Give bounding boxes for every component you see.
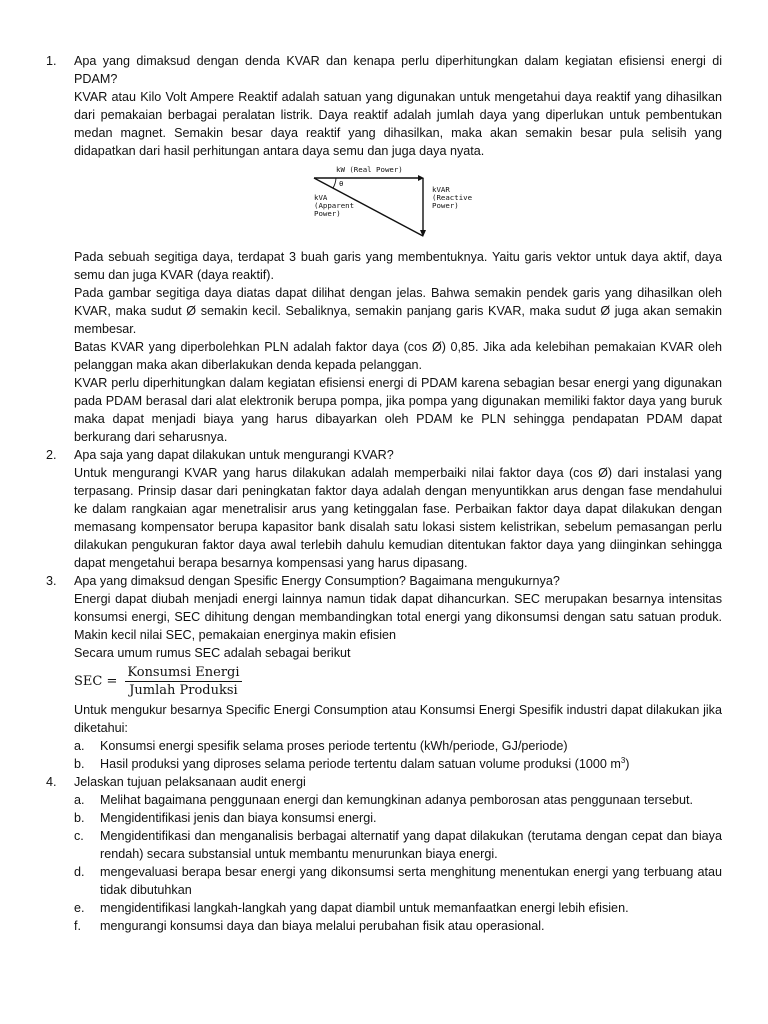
list-item-label: a. bbox=[74, 739, 85, 753]
question-number: 2. bbox=[46, 448, 57, 462]
list-item-label: c. bbox=[74, 829, 84, 843]
question-number: 1. bbox=[46, 54, 57, 68]
list-item bbox=[74, 791, 722, 809]
list-item-label: f. bbox=[74, 919, 81, 933]
list-item-label: b. bbox=[74, 811, 85, 825]
theta-label: θ bbox=[339, 179, 344, 188]
answer-paragraph: KVAR perlu diperhitungkan dalam kegiatan efisiensi energi di PDAM karena sebagian besar energi yang digunakan pada PDAM berasal dari alat elektronik berupa pompa, jika pompa yang digunakan memiliki faktor daya yang buruk maka dapat menjadi biaya yang harus dibayarkan oleh PDAM ke PLN sehingga pendapatan PDAM dapat berkurang dari seharusnya. bbox=[74, 376, 722, 444]
answer-paragraph: Batas KVAR yang diperbolehkan PLN adalah faktor daya (cos Ø) 0,85. Jika ada kelebihan pemakaian KVAR oleh pelanggan maka akan diberlakukan denda kepada pelanggan. bbox=[74, 340, 722, 372]
list-item bbox=[74, 899, 722, 917]
question-4 bbox=[46, 773, 722, 935]
question-text: Apa saja yang dapat dilakukan untuk mengurangi KVAR? bbox=[74, 448, 394, 462]
document-page bbox=[46, 52, 722, 935]
kvar-label: kVAR (Reactive Power) bbox=[432, 185, 473, 211]
question-text: Apa yang dimaksud dengan Spesific Energy Consumption? Bagaimana mengukurnya? bbox=[74, 574, 560, 588]
question-1 bbox=[46, 52, 722, 446]
list-item-label: d. bbox=[74, 865, 85, 879]
question-2 bbox=[46, 446, 722, 572]
list-item-label: e. bbox=[74, 901, 85, 915]
list-item bbox=[74, 809, 722, 827]
list-item bbox=[74, 917, 722, 935]
power-triangle-diagram bbox=[306, 166, 506, 242]
formula-numerator: Konsumsi Energi bbox=[127, 665, 240, 680]
list-item-text: mengurangi konsumsi daya dan biaya melalui perubahan fisik atau operasional. bbox=[100, 919, 545, 933]
list-item-label: a. bbox=[74, 793, 85, 807]
list-item-label: b. bbox=[74, 757, 85, 771]
answer-paragraph: Untuk mengurangi KVAR yang harus dilakukan adalah memperbaiki nilai faktor daya (cos Ø) dari instalasi yang terpasang. Prinsip dasar dari peningkatan faktor daya adalah dengan menyuntikkan arus dengan fase mendahului ke dalam rangkaian agar menetralisir arus yang ketinggalan fase. Perbaikan faktor daya dapat dilakukan dengan memasang kompensator berupa kapasitor bank disalah satu lokasi sistem kelistrikan, sebelum pemasangan perlu dilakukan pengukuran faktor daya awal terlebih dahulu kemudian ditentukan faktor daya yang diinginkan sehingga dapat mengetahui berapa besarnya kompensasi yang harus dipasang. bbox=[74, 466, 722, 570]
answer-paragraph: Energi dapat diubah menjadi energi lainnya namun tidak dapat dihancurkan. SEC merupakan besarnya intensitas konsumsi energi, SEC dihitung dengan membandingkan total energi yang dikonsumsi dengan satu satuan produk. Makin kecil nilai SEC, pemakaian energinya makin efisien bbox=[74, 592, 722, 642]
answer-paragraph: Untuk mengukur besarnya Specific Energi Consumption atau Konsumsi Energi Spesifik industri dapat dilakukan jika diketahui: bbox=[74, 703, 722, 735]
list-item-text bbox=[100, 755, 722, 773]
list-item-text-end: ) bbox=[625, 757, 630, 771]
question-number: 4. bbox=[46, 775, 57, 789]
list-item-text: Mengidentifikasi jenis dan biaya konsumsi energi. bbox=[100, 811, 377, 825]
list-item-text: mengidentifikasi langkah-langkah yang dapat diambil untuk memanfaatkan energi lebih efisien. bbox=[100, 901, 629, 915]
answer-paragraph: Secara umum rumus SEC adalah sebagai berikut bbox=[74, 646, 351, 660]
list-item-text: Mengidentifikasi dan menganalisis berbagai alternatif yang dapat dilakukan (terutama dengan cepat dan biaya rendah) secara substansial untuk membantu menurunkan biaya energi. bbox=[100, 829, 722, 861]
question-text: Apa yang dimaksud dengan denda KVAR dan kenapa perlu diperhitungkan dalam kegiatan efisiensi energi di PDAM? bbox=[74, 54, 722, 86]
question-number: 3. bbox=[46, 574, 57, 588]
kva-label: kVA (Apparent Power) bbox=[314, 193, 355, 219]
answer-paragraph: KVAR atau Kilo Volt Ampere Reaktif adalah satuan yang digunakan untuk mengetahui daya reaktif yang dihasilkan dari pemakaian berbagai peralatan listrik. Daya reaktif adalah jumlah daya yang diperlukan untuk pembentukan medan magnet. Semakin besar daya reaktif yang dihasilkan, maka akan semakin besar pula selisih yang didapatkan dari hasil perhitungan antara daya semu dan juga daya nyata. bbox=[74, 90, 722, 158]
list-item bbox=[74, 737, 722, 755]
list-item bbox=[74, 863, 722, 899]
question-text: Jelaskan tujuan pelaksanaan audit energi bbox=[74, 775, 306, 789]
question-3 bbox=[46, 572, 722, 773]
list-item-text: mengevaluasi berapa besar energi yang dikonsumsi serta menghitung menentukan energi yang terbuang atau tidak dibutuhkan bbox=[100, 865, 722, 897]
formula-fraction bbox=[125, 664, 241, 699]
answer-paragraph: Pada gambar segitiga daya diatas dapat dilihat dengan jelas. Bahwa semakin pendek garis yang dihasilkan oleh KVAR, maka sudut Ø semakin kecil. Sebaliknya, semakin panjang garis KVAR, maka sudut Ø juga akan semakin membesar. bbox=[74, 286, 722, 336]
sec-formula bbox=[74, 664, 722, 699]
answer-paragraph: Pada sebuah segitiga daya, terdapat 3 buah garis yang membentuknya. Yaitu garis vektor untuk daya aktif, daya semu dan juga KVAR (daya reaktif). bbox=[74, 250, 722, 282]
list-item-text-main: Hasil produksi yang diproses selama periode tertentu dalam satuan volume produksi (1000 m bbox=[100, 757, 621, 771]
kw-label: kW (Real Power) bbox=[336, 165, 403, 174]
theta-arc bbox=[333, 178, 336, 188]
formula-denominator: Jumlah Produksi bbox=[129, 683, 238, 698]
list-item-text: Melihat bagaimana penggunaan energi dan kemungkinan adanya pemborosan atas penggunaan tersebut. bbox=[100, 793, 694, 807]
superscript: 3 bbox=[620, 755, 626, 765]
list-item bbox=[74, 827, 722, 863]
formula-lhs: SEC = bbox=[74, 673, 118, 689]
list-item-text: Konsumsi energi spesifik selama proses periode tertentu (kWh/periode, GJ/periode) bbox=[100, 739, 568, 753]
list-item bbox=[74, 755, 722, 773]
